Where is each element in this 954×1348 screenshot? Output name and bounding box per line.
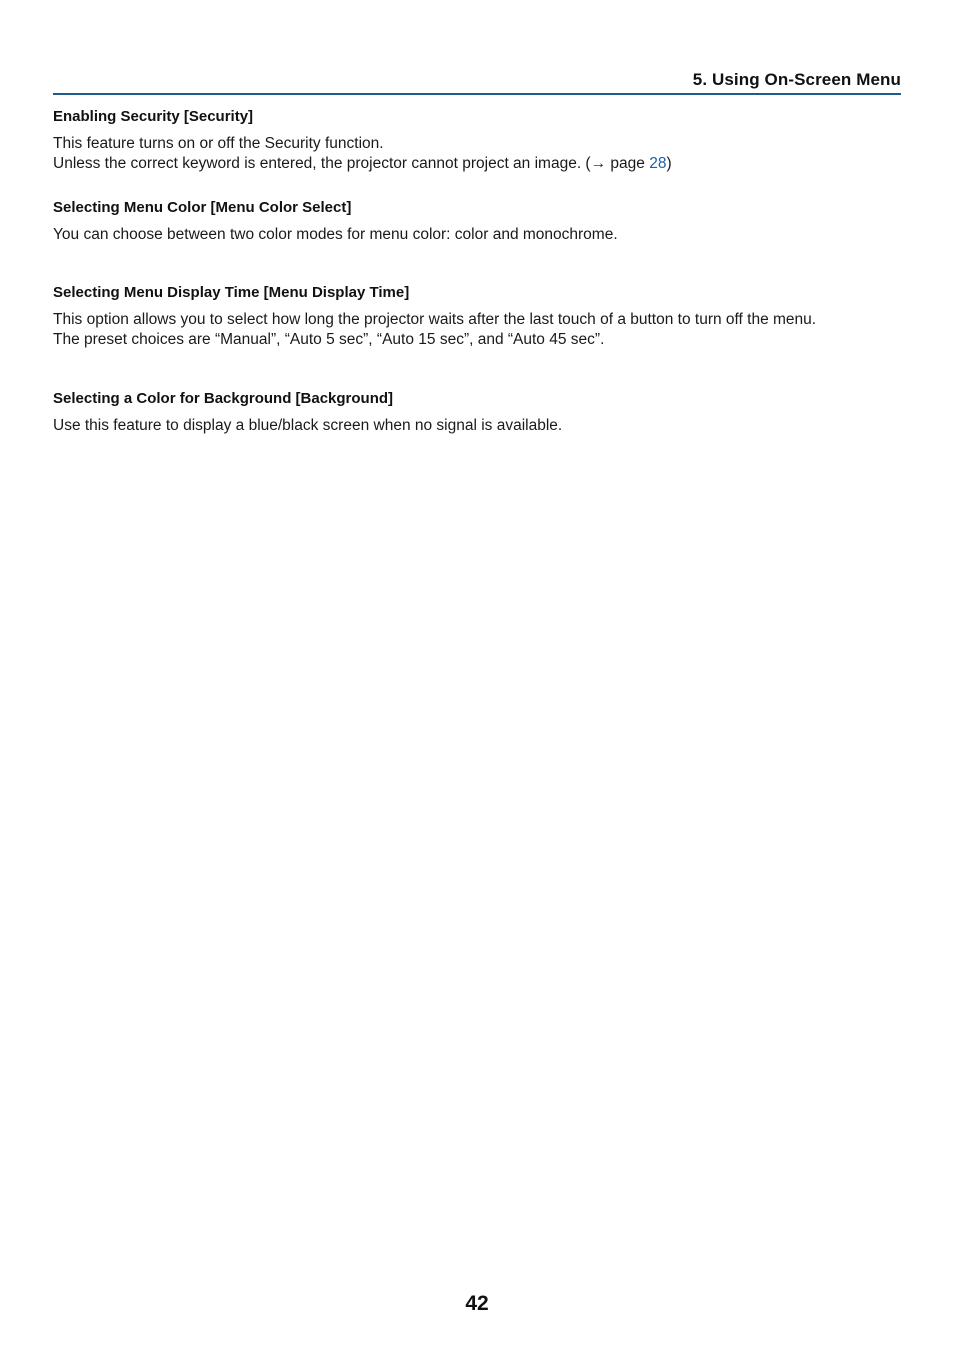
body-line: The preset choices are “Manual”, “Auto 5 sec”, “Auto 15 sec”, and “Auto 45 sec”. bbox=[53, 331, 605, 348]
section-heading-background: Selecting a Color for Background [Background] bbox=[53, 390, 394, 407]
reference-text: Unless the correct keyword is entered, the projector cannot project an image. (→ page bbox=[53, 155, 650, 172]
reference-close: ) bbox=[666, 155, 672, 172]
page-number: 42 bbox=[465, 1292, 489, 1315]
section-body-menu-display-time bbox=[53, 310, 913, 350]
section-heading-security: Enabling Security [Security] bbox=[53, 108, 254, 125]
section-body-menu-color bbox=[53, 225, 913, 245]
page-link-28[interactable]: 28 bbox=[649, 155, 667, 172]
section-background bbox=[53, 390, 913, 436]
body-line: Use this feature to display a blue/black screen when no signal is available. bbox=[53, 417, 563, 434]
page-header bbox=[53, 69, 901, 95]
body-line-with-reference bbox=[53, 154, 913, 174]
body-line: This feature turns on or off the Security function. bbox=[53, 135, 384, 152]
body-line: This option allows you to select how long the projector waits after the last touch of a button to turn off the menu. bbox=[53, 311, 817, 328]
section-body-security bbox=[53, 134, 913, 174]
body-line: You can choose between two color modes for menu color: color and monochrome. bbox=[53, 226, 618, 243]
section-menu-color bbox=[53, 199, 913, 245]
section-heading-menu-display-time: Selecting Menu Display Time [Menu Display Time] bbox=[53, 284, 410, 301]
section-heading-menu-color: Selecting Menu Color [Menu Color Select] bbox=[53, 199, 352, 216]
section-menu-display-time bbox=[53, 284, 913, 350]
section-security bbox=[53, 108, 913, 174]
section-body-background bbox=[53, 416, 913, 436]
chapter-title: 5. Using On-Screen Menu bbox=[692, 70, 901, 89]
